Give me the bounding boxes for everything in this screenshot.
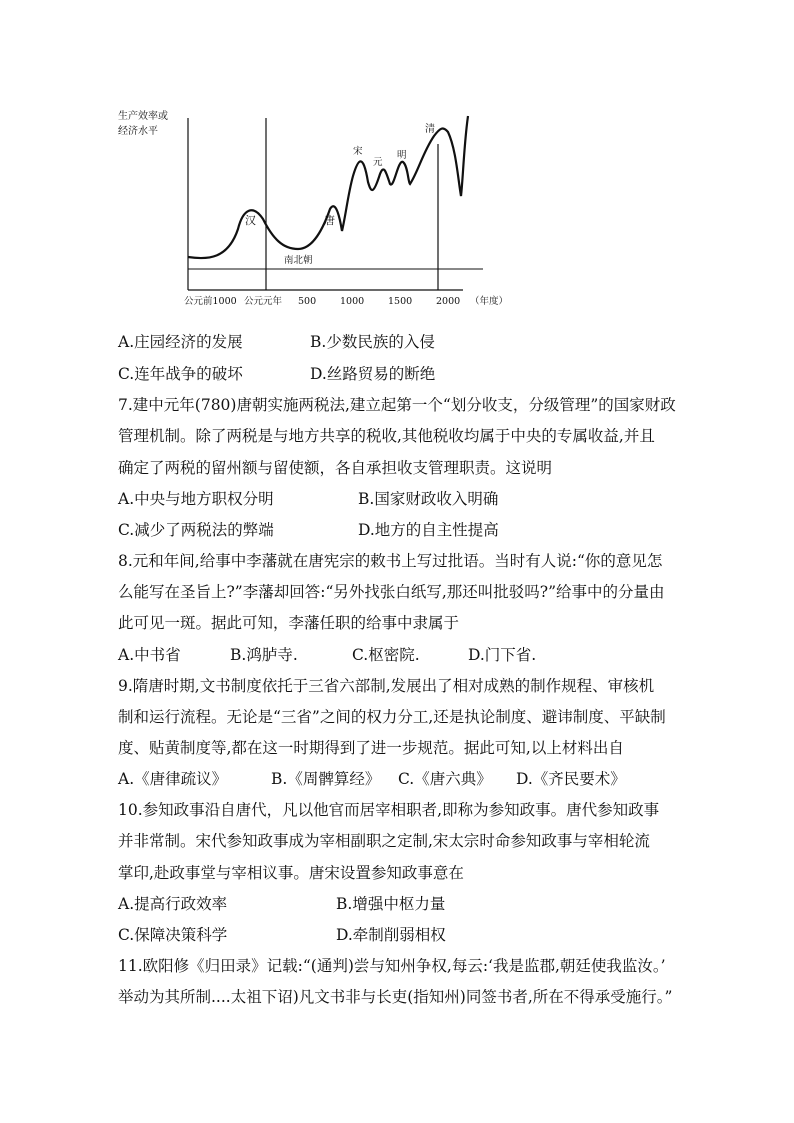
q9-option-d[interactable]: D.《齐民要术》 (516, 770, 626, 788)
q6-option-d[interactable]: D.丝路贸易的断绝 (310, 365, 436, 383)
q6-option-b[interactable]: B.少数民族的入侵 (310, 333, 435, 351)
q8-option-b[interactable]: B.鸿胪寺. (230, 646, 298, 664)
q6-option-a[interactable]: A.庄园经济的发展 (118, 333, 243, 351)
y-axis-label-line1: 生产效率或 (118, 111, 168, 122)
label-han: 汉 (245, 214, 256, 227)
q7-stem-line: 确定了两税的留州额与留使额，各自承担收支管理职责。这说明 (118, 459, 553, 477)
q9-option-c[interactable]: C.《唐六典》 (398, 770, 492, 788)
q8-option-c[interactable]: C.枢密院. (352, 646, 420, 664)
q10-option-d[interactable]: D.牵制削弱相权 (336, 926, 446, 944)
q10-option-c[interactable]: C.保障决策科学 (118, 926, 228, 944)
x-tick-label: 1500 (388, 296, 413, 307)
q10-stem-line: 掌印,赴政事堂与宰相议事。唐宋设置参知政事意在 (118, 864, 464, 882)
economic-level-figure (118, 104, 518, 314)
q7-stem-line: 管理机制。除了两税是与地方共享的税收,其他税收均属于中央的专属收益,并且 (118, 427, 655, 445)
x-tick-label: （年度） (470, 296, 509, 307)
q9-stem-line: 度、贴黄制度等,都在这一时期得到了进一步规范。据此可知,以上材料出自 (118, 739, 624, 757)
q7-option-d[interactable]: D.地方的自主性提高 (358, 521, 499, 539)
q7-option-c[interactable]: C.减少了两税法的弊端 (118, 521, 274, 539)
q7-option-a[interactable]: A.中央与地方职权分明 (118, 490, 274, 508)
q9-stem-line: 9.隋唐时期,文书制度依托于三省六部制,发展出了相对成熟的制作规程、审核机 (118, 677, 655, 695)
q10-option-a[interactable]: A.提高行政效率 (118, 895, 228, 913)
q9-stem-line: 制和运行流程。无论是“三省”之间的权力分工,还是执论制度、避讳制度、平缺制 (118, 708, 666, 726)
q9-option-a[interactable]: A.《唐律疏议》 (118, 770, 228, 788)
label-qing: 清 (425, 124, 435, 135)
q6-option-c[interactable]: C.连年战争的破坏 (118, 365, 243, 383)
q9-option-b[interactable]: B.《周髀算经》 (271, 770, 381, 788)
q10-stem-line: 并非常制。宋代参知政事成为宰相副职之定制,宋太宗时命参知政事与宰相轮流 (118, 832, 650, 850)
label-song: 宋 (353, 146, 363, 157)
q11-stem-line: 举动为其所制....太祖下诏)凡文书非与长吏(指知州)同签书者,所在不得承受施行。” (118, 988, 673, 1006)
label-ming: 明 (397, 150, 407, 161)
x-tick-label: 公元前1000 (184, 296, 237, 307)
label-tang: 唐 (324, 214, 335, 227)
q10-stem-line: 10.参知政事沿自唐代，凡以他官而居宰相职者,即称为参知政事。唐代参知政事 (118, 801, 660, 819)
q11-stem-line: 11.欧阳修《归田录》记载:“(通判)尝与知州争权,每云:‘我是监郡,朝廷使我监汝。’ (118, 957, 666, 975)
q7-option-b[interactable]: B.国家财政收入明确 (358, 490, 499, 508)
q8-option-a[interactable]: A.中书省 (118, 646, 181, 664)
x-tick-label: 2000 (436, 296, 461, 307)
q10-option-b[interactable]: B.增强中枢力量 (336, 895, 446, 913)
q8-stem-line: 么能写在圣旨上?”李藩却回答:“另外找张白纸写,那还叫批驳吗?”给事中的分量由 (118, 583, 665, 601)
x-tick-label: 公元元年 (244, 296, 283, 307)
label-nanbeichao: 南北朝 (284, 255, 313, 266)
x-tick-label: 500 (298, 296, 317, 307)
q8-option-d[interactable]: D.门下省. (468, 646, 537, 664)
q8-stem-line: 此可见一斑。据此可知，李藩任职的给事中隶属于 (118, 614, 460, 632)
x-tick-label: 1000 (340, 296, 365, 307)
economic-level-curve (188, 116, 468, 258)
label-yuan: 元 (373, 157, 383, 168)
q7-stem-line: 7.建中元年(780)唐朝实施两税法,建立起第一个“划分收支，分级管理”的国家财政 (118, 396, 676, 414)
q8-stem-line: 8.元和年间,给事中李藩就在唐宪宗的敕书上写过批语。当时有人说:“你的意见怎 (118, 552, 663, 570)
y-axis-label-line2: 经济水平 (118, 126, 158, 137)
